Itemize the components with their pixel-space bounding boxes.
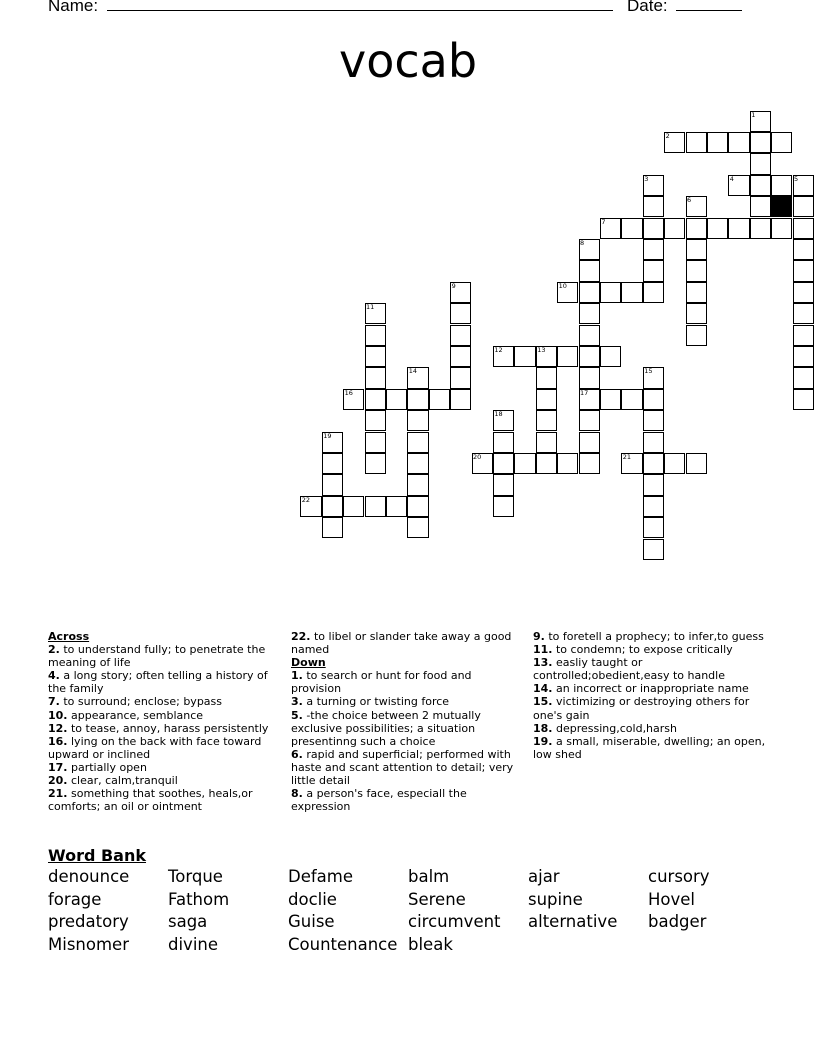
- grid-cell[interactable]: [600, 389, 621, 410]
- grid-cell[interactable]: [686, 196, 707, 217]
- clue-number: 11: [366, 303, 375, 312]
- grid-cell[interactable]: [407, 517, 428, 538]
- clue-number: 4.: [48, 669, 60, 683]
- grid-cell[interactable]: [643, 453, 664, 474]
- across-heading: Across: [48, 630, 90, 643]
- clue-number: 7.: [48, 695, 60, 709]
- grid-cell[interactable]: [536, 389, 557, 410]
- grid-cell[interactable]: [643, 239, 664, 260]
- across-clue: [48, 695, 276, 708]
- down-clue: [533, 643, 768, 656]
- grid-cell[interactable]: [514, 453, 535, 474]
- grid-cell[interactable]: [343, 496, 364, 517]
- clue-text: a turning or twisting force: [302, 695, 450, 709]
- grid-cell[interactable]: [407, 453, 428, 474]
- clue-number: 21: [622, 452, 632, 461]
- across-clue: [48, 643, 276, 669]
- clue-number: 16.: [48, 734, 68, 748]
- grid-cell[interactable]: [536, 410, 557, 431]
- clue-text: something that soothes, heals,or comforts; an oil or ointment: [48, 787, 253, 814]
- grid-cell[interactable]: [750, 111, 771, 132]
- clue-number: 20.: [48, 774, 68, 788]
- grid-cell[interactable]: [579, 389, 600, 410]
- grid-cell[interactable]: [707, 132, 728, 153]
- grid-cell[interactable]: [514, 346, 535, 367]
- grid-cell[interactable]: [771, 175, 792, 196]
- down-heading: Down: [291, 656, 326, 670]
- clue-number: 17: [580, 388, 589, 397]
- down-clue: [533, 695, 768, 721]
- clue-text: rapid and superficial; performed with haste and scant attention to detail; very little detail: [291, 747, 514, 788]
- clue-text: to understand fully; to penetrate the meaning of life: [48, 643, 266, 670]
- grid-cell[interactable]: [750, 153, 771, 174]
- grid-cell[interactable]: [579, 282, 600, 303]
- grid-cell[interactable]: [643, 367, 664, 388]
- grid-cell[interactable]: [643, 474, 664, 495]
- clue-number: 9: [451, 281, 456, 290]
- grid-cell[interactable]: [579, 303, 600, 324]
- word-bank-item: Fathom: [168, 889, 230, 909]
- grid-cell[interactable]: [493, 346, 514, 367]
- clue-number: 2: [665, 131, 670, 140]
- grid-cell[interactable]: [407, 410, 428, 431]
- word-bank-item: balm: [408, 867, 450, 886]
- clue-text: easliy taught or controlled;obedient,easy to handle: [533, 656, 725, 683]
- grid-cell[interactable]: [793, 218, 814, 239]
- grid-cell[interactable]: [643, 196, 664, 217]
- grid-cell[interactable]: [450, 367, 471, 388]
- grid-cell[interactable]: [472, 453, 493, 474]
- clue-text: victimizing or destroying others for one's gain: [533, 695, 750, 722]
- clue-text: -the choice between 2 mutually exclusive possibilities; a situation presentinng such a choice: [291, 708, 481, 748]
- word-bank-item: supine: [528, 889, 583, 909]
- clue-number: 4: [729, 174, 734, 183]
- down-clue: [291, 695, 521, 708]
- word-bank-item: Countenance: [288, 934, 398, 954]
- grid-cell[interactable]: [365, 346, 386, 367]
- grid-cell[interactable]: [643, 282, 664, 303]
- word-bank-item: Serene: [408, 889, 466, 909]
- word-bank-item: doclie: [288, 889, 337, 909]
- grid-cell[interactable]: [579, 325, 600, 346]
- grid-cell[interactable]: [300, 496, 321, 517]
- grid-cell[interactable]: [621, 282, 642, 303]
- grid-cell[interactable]: [600, 346, 621, 367]
- grid-cell[interactable]: [643, 218, 664, 239]
- grid-cell[interactable]: [643, 410, 664, 431]
- grid-cell[interactable]: [686, 303, 707, 324]
- down-clue: [291, 709, 521, 748]
- grid-cell[interactable]: [365, 453, 386, 474]
- clue-text: clear, calm,tranquil: [67, 774, 178, 788]
- grid-cell[interactable]: [793, 260, 814, 281]
- clue-number: 18.: [533, 721, 553, 735]
- clue-number: 1: [751, 110, 756, 119]
- across-clue: [291, 630, 521, 656]
- grid-cell[interactable]: [386, 389, 407, 410]
- across-clue: [48, 722, 276, 735]
- grid-cell[interactable]: [450, 303, 471, 324]
- down-clue: [291, 669, 521, 695]
- grid-cell[interactable]: [429, 389, 450, 410]
- clue-number: 21.: [48, 787, 68, 801]
- grid-cell[interactable]: [686, 132, 707, 153]
- grid-cell[interactable]: [771, 132, 792, 153]
- clue-number: 22: [301, 495, 311, 504]
- grid-cell[interactable]: [664, 218, 685, 239]
- clue-number: 6: [687, 196, 692, 205]
- word-bank-item: predatory: [48, 912, 129, 932]
- grid-cell[interactable]: [407, 367, 428, 388]
- word-bank-item: cursory: [648, 867, 710, 886]
- grid-cell[interactable]: [322, 496, 343, 517]
- grid-cell[interactable]: [407, 432, 428, 453]
- grid-cell[interactable]: [643, 432, 664, 453]
- grid-cell[interactable]: [536, 432, 557, 453]
- grid-cell[interactable]: [750, 175, 771, 196]
- clue-number: 10: [558, 281, 567, 290]
- word-bank-item: badger: [648, 912, 707, 932]
- word-bank-item: denounce: [48, 867, 130, 886]
- grid-cell[interactable]: [493, 496, 514, 517]
- grid-cell[interactable]: [771, 218, 792, 239]
- grid-cell[interactable]: [579, 367, 600, 388]
- grid-cell[interactable]: [793, 175, 814, 196]
- down-clue: [291, 748, 521, 787]
- word-bank-item: Defame: [288, 867, 354, 886]
- across-clue: [48, 735, 276, 761]
- grid-cell[interactable]: [322, 517, 343, 538]
- grid-cell[interactable]: [686, 260, 707, 281]
- clue-number: 1.: [291, 669, 303, 683]
- grid-cell[interactable]: [686, 239, 707, 260]
- across-clue: [48, 761, 276, 774]
- grid-cell[interactable]: [793, 196, 814, 217]
- grid-cell[interactable]: [557, 346, 578, 367]
- grid-cell[interactable]: [493, 410, 514, 431]
- grid-cell[interactable]: [793, 303, 814, 324]
- grid-cell[interactable]: [686, 453, 707, 474]
- clue-number: 18: [494, 410, 503, 419]
- clue-number: 3: [644, 174, 649, 183]
- grid-cell[interactable]: [365, 432, 386, 453]
- grid-cell[interactable]: [686, 325, 707, 346]
- grid-cell[interactable]: [664, 453, 685, 474]
- clue-number: 2.: [48, 643, 60, 657]
- grid-cell[interactable]: [557, 453, 578, 474]
- grid-cell[interactable]: [365, 496, 386, 517]
- grid-cell[interactable]: [579, 453, 600, 474]
- grid-cell[interactable]: [365, 389, 386, 410]
- grid-cell[interactable]: [600, 282, 621, 303]
- clue-number: 6.: [291, 747, 303, 761]
- clue-number: 22.: [291, 630, 311, 643]
- grid-cell[interactable]: [365, 303, 386, 324]
- down-clue: [533, 656, 768, 682]
- word-bank-item: alternative: [528, 912, 618, 932]
- across-clue: [48, 787, 276, 813]
- clue-text: an incorrect or inappropriate name: [552, 682, 749, 696]
- grid-cell[interactable]: [643, 175, 664, 196]
- puzzle-title: vocab: [338, 34, 478, 88]
- across-clue: [48, 709, 276, 722]
- clue-number: 5.: [291, 708, 303, 722]
- grid-cell[interactable]: [365, 410, 386, 431]
- grid-cell[interactable]: [557, 282, 578, 303]
- grid-cell[interactable]: [621, 453, 642, 474]
- across-clue: [48, 774, 276, 787]
- grid-cell[interactable]: [664, 132, 685, 153]
- clue-number: 15: [644, 367, 653, 376]
- word-bank-item: bleak: [408, 934, 453, 954]
- clue-text: a small, miserable, dwelling; an open, low shed: [533, 734, 766, 761]
- grid-cell[interactable]: [493, 453, 514, 474]
- clue-text: a long story; often telling a history of the family: [48, 669, 268, 696]
- grid-cell[interactable]: [579, 260, 600, 281]
- across-clue: [48, 669, 276, 695]
- grid-cell[interactable]: [750, 196, 771, 217]
- clue-number: 12.: [48, 721, 68, 735]
- clue-number: 10.: [48, 708, 68, 722]
- clue-text: appearance, semblance: [67, 708, 204, 722]
- word-bank-item: Misnomer: [48, 934, 129, 954]
- grid-cell[interactable]: [493, 432, 514, 453]
- clue-text: to search or hunt for food and provision: [291, 669, 472, 696]
- clue-text: partially open: [67, 760, 147, 774]
- grid-cell[interactable]: [600, 218, 621, 239]
- grid-cell[interactable]: [322, 474, 343, 495]
- clue-text: depressing,cold,harsh: [552, 721, 677, 735]
- clue-text: to foretell a prophecy; to infer,to guess: [544, 630, 764, 643]
- down-clue: [533, 722, 768, 735]
- grid-cell[interactable]: [643, 389, 664, 410]
- grid-cell[interactable]: [643, 496, 664, 517]
- clue-number: 19.: [533, 734, 553, 748]
- down-clue: [533, 735, 768, 761]
- grid-cell[interactable]: [793, 325, 814, 346]
- grid-cell[interactable]: [793, 367, 814, 388]
- word-bank-title: Word Bank: [48, 846, 147, 865]
- clue-number: 19: [323, 431, 332, 440]
- clue-number: 5: [794, 174, 799, 183]
- clue-number: 17.: [48, 760, 68, 774]
- word-bank-item: saga: [168, 912, 208, 932]
- grid-cell[interactable]: [643, 539, 664, 560]
- grid-cell[interactable]: [407, 474, 428, 495]
- grid-cell[interactable]: [793, 389, 814, 410]
- grid-cell[interactable]: [450, 346, 471, 367]
- down-clue: [533, 682, 768, 695]
- grid-cell[interactable]: [536, 346, 557, 367]
- clue-text: to tease, annoy, harass persistently: [67, 721, 269, 735]
- grid-cell[interactable]: [579, 346, 600, 367]
- grid-cell[interactable]: [407, 496, 428, 517]
- grid-cell[interactable]: [536, 453, 557, 474]
- grid-cell[interactable]: [322, 453, 343, 474]
- down-clue: [291, 787, 521, 813]
- clue-text: a person's face, especiall the expression: [291, 787, 467, 814]
- grid-cell[interactable]: [343, 389, 364, 410]
- grid-cell[interactable]: [579, 432, 600, 453]
- grid-cell[interactable]: [728, 218, 749, 239]
- grid-cell[interactable]: [450, 325, 471, 346]
- clue-number: 7: [601, 217, 606, 226]
- clue-number: 13.: [533, 656, 553, 670]
- clue-text: to surround; enclose; bypass: [59, 695, 223, 709]
- clue-number: 3.: [291, 695, 303, 709]
- word-bank-item: circumvent: [408, 912, 501, 932]
- grid-cell[interactable]: [793, 239, 814, 260]
- clue-number: 8: [580, 238, 585, 247]
- clue-number: 16: [344, 388, 353, 397]
- clues-column-2: [291, 630, 521, 813]
- grid-cell[interactable]: [365, 325, 386, 346]
- grid-cell[interactable]: [450, 389, 471, 410]
- clues-column-3: [533, 630, 768, 761]
- grid-cell[interactable]: [536, 367, 557, 388]
- grid-cell[interactable]: [621, 218, 642, 239]
- word-bank-item: Torque: [168, 867, 223, 886]
- grid-cell[interactable]: [493, 474, 514, 495]
- word-bank-item: divine: [168, 934, 219, 954]
- word-bank-item: Hovel: [648, 889, 696, 909]
- black-cell: [771, 196, 792, 217]
- grid-cell[interactable]: [793, 346, 814, 367]
- word-bank-item: Guise: [288, 912, 335, 932]
- grid-cell[interactable]: [365, 367, 386, 388]
- grid-cell[interactable]: [750, 218, 771, 239]
- word-bank-item: ajar: [528, 867, 560, 886]
- grid-cell[interactable]: [728, 132, 749, 153]
- grid-cell[interactable]: [728, 175, 749, 196]
- clue-number: 9.: [533, 630, 545, 643]
- grid-cell[interactable]: [386, 496, 407, 517]
- grid-cell[interactable]: [750, 132, 771, 153]
- clue-number: 14: [408, 367, 418, 376]
- grid-cell[interactable]: [686, 282, 707, 303]
- grid-cell[interactable]: [579, 410, 600, 431]
- clues-column-1: [48, 630, 276, 813]
- grid-cell[interactable]: [322, 432, 343, 453]
- name-label: Name:: [48, 0, 99, 15]
- grid-cell[interactable]: [579, 239, 600, 260]
- clue-number: 15.: [533, 695, 553, 709]
- grid-cell[interactable]: [686, 218, 707, 239]
- grid-cell[interactable]: [407, 389, 428, 410]
- date-label: Date:: [627, 0, 668, 15]
- grid-cell[interactable]: [793, 282, 814, 303]
- clue-number: 12: [494, 345, 503, 354]
- grid-cell[interactable]: [450, 282, 471, 303]
- clue-text: to libel or slander take away a good named: [291, 630, 512, 657]
- clue-number: 8.: [291, 787, 303, 801]
- word-bank-item: forage: [48, 889, 102, 909]
- clue-number: 11.: [533, 643, 553, 657]
- down-clue: [533, 630, 768, 643]
- grid-cell[interactable]: [707, 218, 728, 239]
- clue-number: 14.: [533, 682, 553, 696]
- clue-text: lying on the back with face toward upward or inclined: [48, 734, 262, 761]
- clue-text: to condemn; to expose critically: [552, 643, 733, 657]
- grid-cell[interactable]: [621, 389, 642, 410]
- grid-cell[interactable]: [643, 260, 664, 281]
- clue-number: 20: [473, 452, 482, 461]
- grid-cell[interactable]: [643, 517, 664, 538]
- clue-number: 13: [537, 345, 546, 354]
